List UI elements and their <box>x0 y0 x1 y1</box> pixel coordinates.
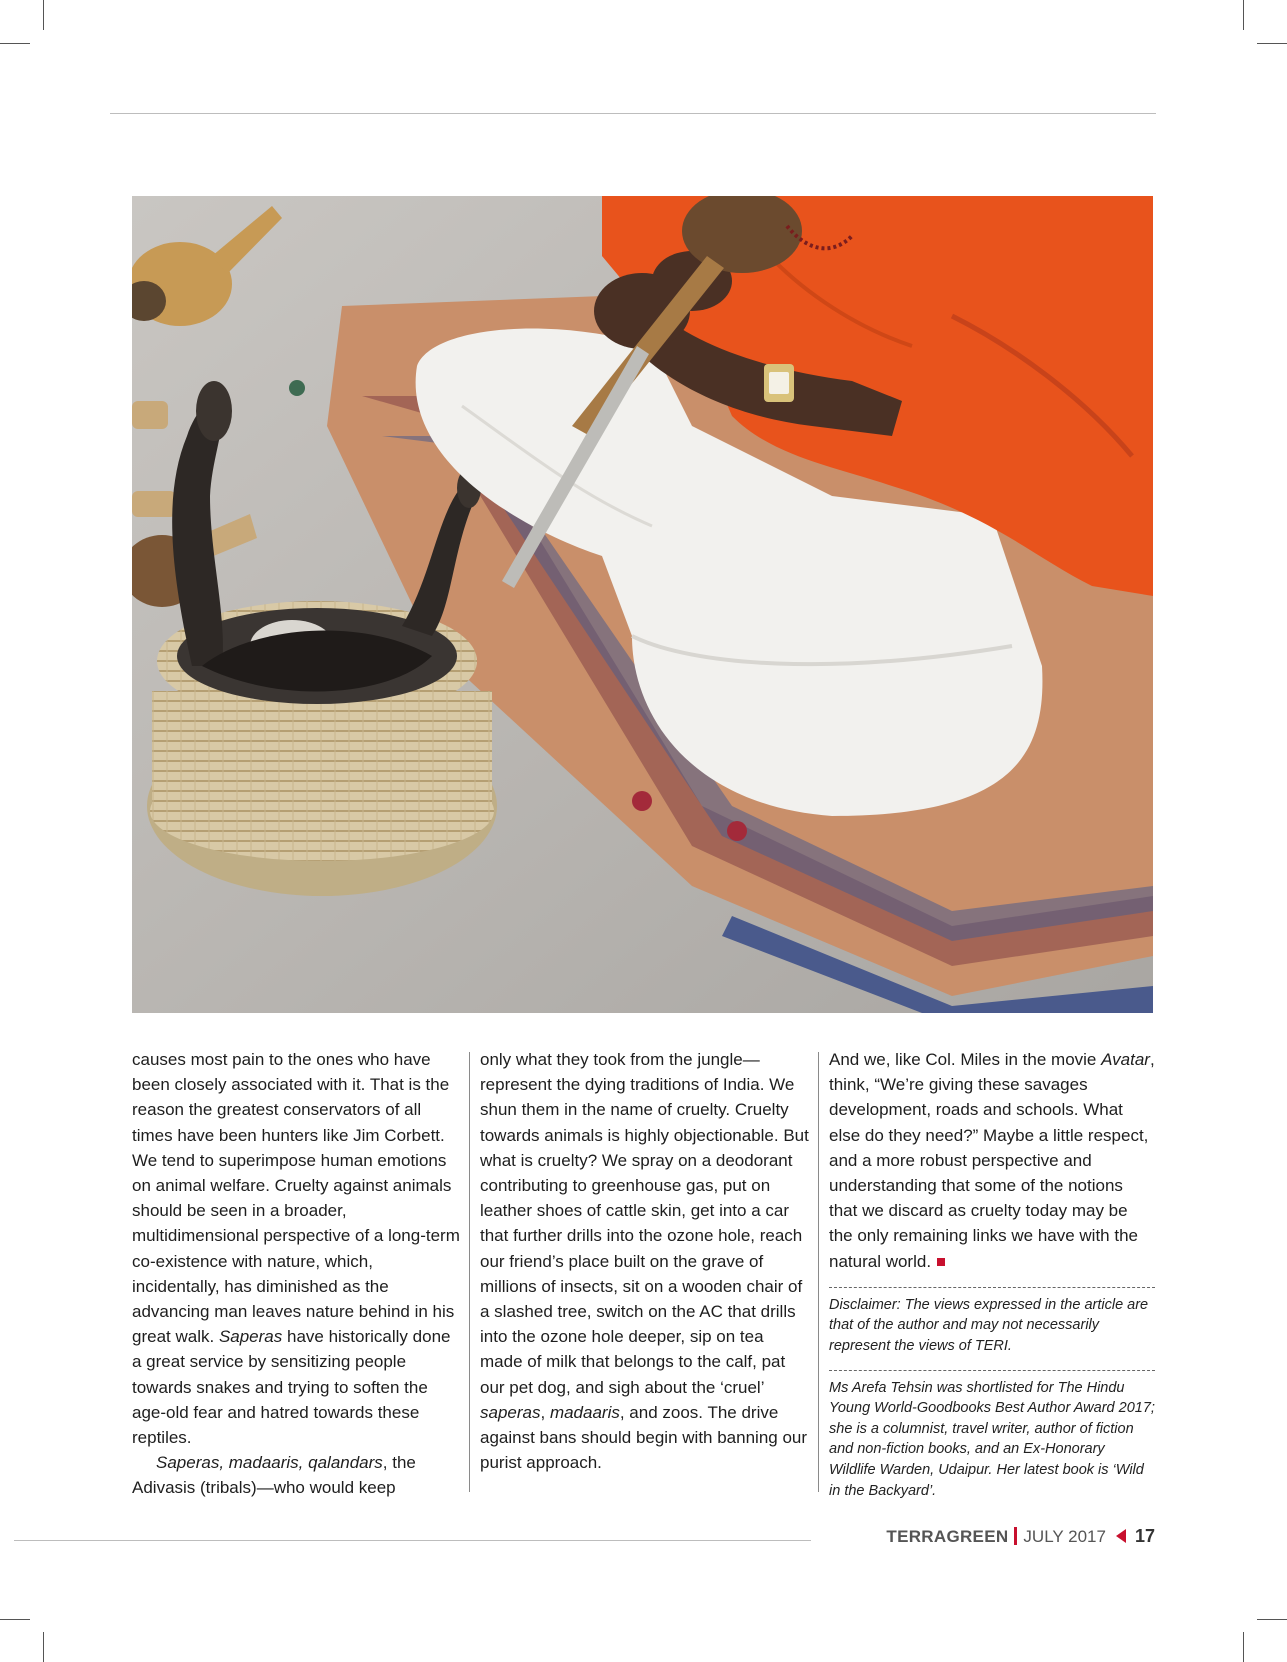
paragraph-text: , think, “We’re giving these savages development, roads and schools. What else do they need?” Maybe a little respect, and a more robust perspective and understanding that some of the notions that we discard as cruelty today may be the only remaining links we have with the natural world. <box>829 1050 1155 1271</box>
end-of-article-square-icon <box>937 1258 945 1266</box>
paragraph <box>132 1047 462 1450</box>
paragraph-text: have historically done a great service by sensitizing people towards snakes and trying to soften the age-old fear and hatred towards these reptiles. <box>132 1327 451 1448</box>
header-rule <box>110 113 1156 114</box>
page-number: 17 <box>1134 1526 1155 1546</box>
italic-term: Saperas <box>218 1327 283 1347</box>
paragraph-text: , and zoos. The drive against bans should begin with banning our purist approach. <box>480 1402 808 1473</box>
article-column-3 <box>829 1047 1155 1501</box>
page-footer <box>886 1526 1155 1547</box>
crop-mark <box>0 1619 30 1620</box>
italic-term: Avatar <box>1101 1050 1150 1069</box>
dashed-divider <box>829 1287 1155 1288</box>
magazine-name: TERRAGREEN <box>886 1527 1009 1546</box>
paragraph <box>829 1047 1155 1274</box>
triangle-left-icon <box>1116 1529 1126 1543</box>
paragraph-text: causes most pain to the ones who have been closely associated with it. That is the reason the greatest conservators of all times have been hunters like Jim Corbett. We tend to superimpose human emotions on animal welfare. Cruelty against animals should be seen in a broader, multidimensional perspective of a long-term co-existence with nature, which, incidentally, has diminished as the advancing man leaves nature behind in his great walk. <box>132 1050 460 1347</box>
column-divider <box>818 1052 819 1492</box>
italic-term: Saperas, madaaris, qalandars <box>156 1453 383 1473</box>
paragraph <box>480 1047 810 1475</box>
footer-rule <box>14 1540 811 1541</box>
paragraph-text: And we, like Col. Miles in the movie <box>829 1050 1102 1069</box>
paragraph-text: only what they took from the jungle—represent the dying traditions of India. We shun them in the name of cruelty. Cruelty towards animals is highly objectionable. But what is cruelty? We spray on a deodorant contributing to greenhouse gas, put on leather shoes of cattle skin, get into a car that further drills into the ozone hole, reach our friend’s place built on the grave of millions of insects, sit on a wooden chair of a slashed tree, switch on the AC that drills into the ozone hole deeper, sip on tea made of milk that belongs to the calf, pat our pet dog, and sigh about the ‘cruel’ <box>480 1050 809 1397</box>
paragraph-text: , <box>540 1402 550 1422</box>
italic-term: saperas <box>480 1402 541 1422</box>
crop-mark <box>1257 1619 1287 1620</box>
disclaimer: Disclaimer: The views expressed in the article are that of the author and may not necessarily represent the views of TERI. <box>829 1296 1149 1355</box>
article-column-1 <box>132 1047 462 1501</box>
crop-mark <box>1257 43 1287 44</box>
article-column-2 <box>480 1047 810 1475</box>
snake-charmer-photo <box>132 196 1153 1013</box>
italic-term: madaaris <box>549 1402 620 1422</box>
paragraph <box>132 1450 462 1500</box>
separator-bar <box>1014 1527 1017 1545</box>
crop-mark <box>43 0 44 30</box>
column-divider <box>469 1052 470 1492</box>
crop-mark <box>1243 0 1244 30</box>
crop-mark <box>1243 1632 1244 1662</box>
crop-mark <box>0 43 30 44</box>
paragraph-text: , the Adivasis (tribals)—who would keep <box>132 1453 416 1498</box>
issue-date: JULY 2017 <box>1023 1527 1106 1546</box>
dashed-divider <box>829 1370 1155 1371</box>
crop-mark <box>43 1632 44 1662</box>
author-bio: Ms Arefa Tehsin was shortlisted for The Hindu Young World-Goodbooks Best Author Award 2017; she is a columnist, travel writer, author of fiction and non-fiction books, and an Ex-Honorary Wildlife Warden, Udaipur. Her latest book is ‘Wild in the Backyard’. <box>829 1379 1155 1499</box>
